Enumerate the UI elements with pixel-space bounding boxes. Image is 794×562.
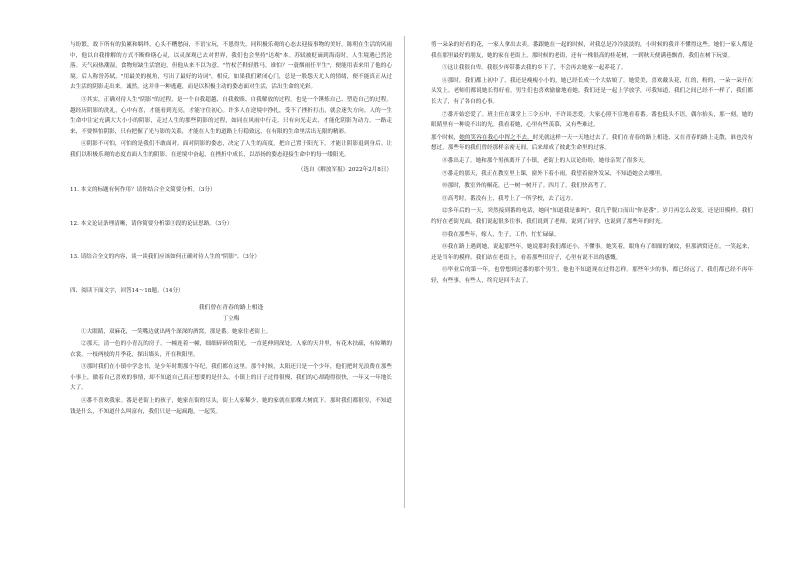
body-paragraph: ③其实，正确对待人生"阴影"的过程，是一个自我超越、自我救赎、自我解放的过程，也是一个锤炼自己、塑造自己的过程。越经历阴影的洗礼，心中有喜，才能看到光亮，才能守住初心。许多人在逆境中挣扎，受不了挫折打击，就会迷失方向。人的一生生命中注定充满大大小小的阴影，走过人生的那些阴影的过程，如同在风雨中行走，只有向光走去，才能化阴影为动力。一路走来，不要惧怕阴影，只有把握了光与影的关系，才能在人生的道路上行稳致远，在有限的生命里活出无限的精彩。 (70, 96, 392, 135)
left-column (70, 40, 392, 419)
essay-text: 时光就这样一天一天地过去了，我们在青春的路上相逢，又在青春的路上走散，谁也没有想过，那些年的我们曾经那样亲密无间，后来却成了彼此生命里的过客。 (431, 134, 753, 152)
essay-paragraph: ⑩那时，教室外的桐花，已一树一树开了。四月了，我们快高考了。 (442, 183, 610, 190)
source-citation: （选自《解放军报》2022年2月8日） (297, 166, 392, 173)
essay-paragraph: ③那时我们在小镇中学念书，是少年时期那个年纪，我们都在这里。那个时候，太阳还只是一个少年，他们把时光浪费在那些小事上，做着自己喜欢的事情，却不知道自己真正想要的是什么。小镇上的日子过得很慢，我们的心却跑得很快，一年又一年地长大了。 (70, 364, 392, 392)
essay-paragraph: ⑨番走的那天，我正在教室里上课，窗外下着小雨，我望着窗外发呆，不知道她会去哪里。 (442, 170, 666, 177)
essay-paragraph: ⑬我在那些年，嫁人，生子，工作，忙忙碌碌。 (442, 231, 560, 238)
question-13: 13. 请结合全文的内容，谈一谈我们应该如何正确对待人生的"阴影"。（3分） (70, 254, 260, 261)
essay-paragraph: ⑧番出走了。她和那个男孩离开了小镇，老街上的人议论纷纷，她母亲哭了很多天。 (442, 157, 649, 164)
question-12: 12. 本文论证条理清晰，请你简要分析第③段的论证思路。（3分） (70, 220, 233, 227)
essay-paragraph: ⑮毕业后的第一年，也曾想到过番的那个男生，他也不知道现在过得怎样。那些年少的事，都已经远了，我们都已经不再年轻，有些事，有些人，终究是回不去了。 (431, 267, 753, 284)
essay-paragraph (431, 133, 753, 154)
essay-paragraph: ⑭我在路上遇到她，说起那些年，她说那时我们都还小，不懂事。她笑着，眼角有了细细的皱纹，但那酒窝还在，一笑起来，还是当年的模样。我们站在老街上，看着那些旧房子，心里有说不出的感慨。 (431, 244, 753, 261)
underlined-sentence: 她的笑容在我心中挥之不去。 (459, 134, 533, 141)
essay-paragraph: ⑫多年后的一天，突然接到番的电话，她问"知道我是谁吗"，我几乎脱口而出"你是番"。岁月再怎么改变，还是旧模样。我们约好在老街见面，我们说起很多往事，我们说到了老师，说到了同学，也说到了那些年的时光。 (431, 208, 753, 225)
essay-title: 我们曾在青春的路上相逢 (198, 304, 264, 311)
essay-text: 那个时候， (431, 134, 460, 141)
body-paragraph: 与纷繁，故下所有的负累和羁绊，心头不糟愁闷，不语宝玩，不恩得失，同积极乐观的心态去迎接事物的美好。陈明在生活的风雨中，他以自我排解的方式不断修缮心灵，以灵深观已去对世界，我们也会坚持"达观"本。苏轼被贬谪到海南时，人生境遇已然沦落。天气闷热潮湿，食物短缺生活窘迫，但他从来不以为意，"竹杖芒鞋轻胜马，谁怕？一蓑烟雨任平生"，便能用表来用了他的心境。后人称誉苏轼，"用最美的视角，写出了最好的诗词"，相反，如果我们紧闭心门，总是一股怨天尤人的情绪，便不能真正从过去生活的阴影走出来。诚然，这并非一种逃避，而是以积极主动的姿态面对生活，活出生命的光彩。 (70, 42, 392, 91)
essay-paragraph: 剪一朵朵的好看的花，一家人拿出去卖。番跟她在一起的时候，对我总是冷冷淡淡的，小时候的我并不懂得这些。她们一家人都是我在那里最好的朋友，她的家在老街上，那时候的老街，还有一株很高的桂花树，一到秋天便满巷飘香，我们在树下玩耍。 (431, 42, 753, 59)
body-paragraph: ④阴影不可怕，可怕的是我们不敢面对。面对阴影的姿态，决定了人生的高度。把自己置于阳光下，才能让阴影退到身后。让我们以积极乐观的态度直面人生的阴影，在逆境中奋起，在挫折中成长，以昂扬的姿态迎接生命中的每一缕阳光。 (70, 141, 392, 158)
essay-author: 丁立梅 (222, 315, 240, 322)
essay-paragraph: ①大眼睛，双麻花，一笑嘴边就出两个深深的酒窝，那是番。她家住老街上。 (81, 328, 272, 335)
question-11: 11. 本文的标题有何作用？请你结合全文简要分析。（3分） (70, 187, 216, 194)
right-column (431, 40, 753, 288)
essay-paragraph: ⑤这让我很自卑。我很少再带番去我的乡下了，不会再去她家一起养花了。 (442, 65, 627, 72)
column-divider (404, 36, 405, 508)
essay-paragraph: ⑥那时，我们都上初中了，我还是瘦瘦小小的，她已经长成一个大姑娘了。她爱美，喜欢戴头花，红的，粉的，一朵一朵开在头发上。老师们都说她长得好看，男生们也喜欢偷偷地看她。我们还是一起上学放学，可我知道，我们之间已经不一样了，我们都长大了，有了各自的心事。 (431, 77, 753, 105)
essay-paragraph: ④番不喜欢我家。番是老街上的孩子，她家在街的尽头，街上人家稀少，她的家就在那棵大树底下。那时我们都很穷，不知道钱是什么，不知道什么叫富有，我们只是一起疯跑，一起笑。 (70, 398, 392, 415)
essay-paragraph: ②那天，清一色的小青瓦的房子，一幢连着一幢，细细碎碎的阳光，一直延伸到深处。人家的天井里，有花木扶疏，有晾晒的衣裳。一枝两枝的月季花，探出墙头，开在秋阳里。 (70, 341, 392, 358)
section-heading: 四、阅读下面文字，回答14～18题。（14分） (70, 287, 184, 294)
essay-paragraph: ⑦番开始恋爱了。班主任在课堂上三令五申，不许谈恋爱。大家心照不宣地看着番。番也低头不语，偶尔抬头，那一刻，她的眼睛里有一种说不出的光。我看着她，心里有些羡慕，又有些难过。 (431, 111, 753, 129)
essay-paragraph: ⑪高考时，番没有上，我考上了一所学校，去了远方。 (442, 195, 577, 202)
